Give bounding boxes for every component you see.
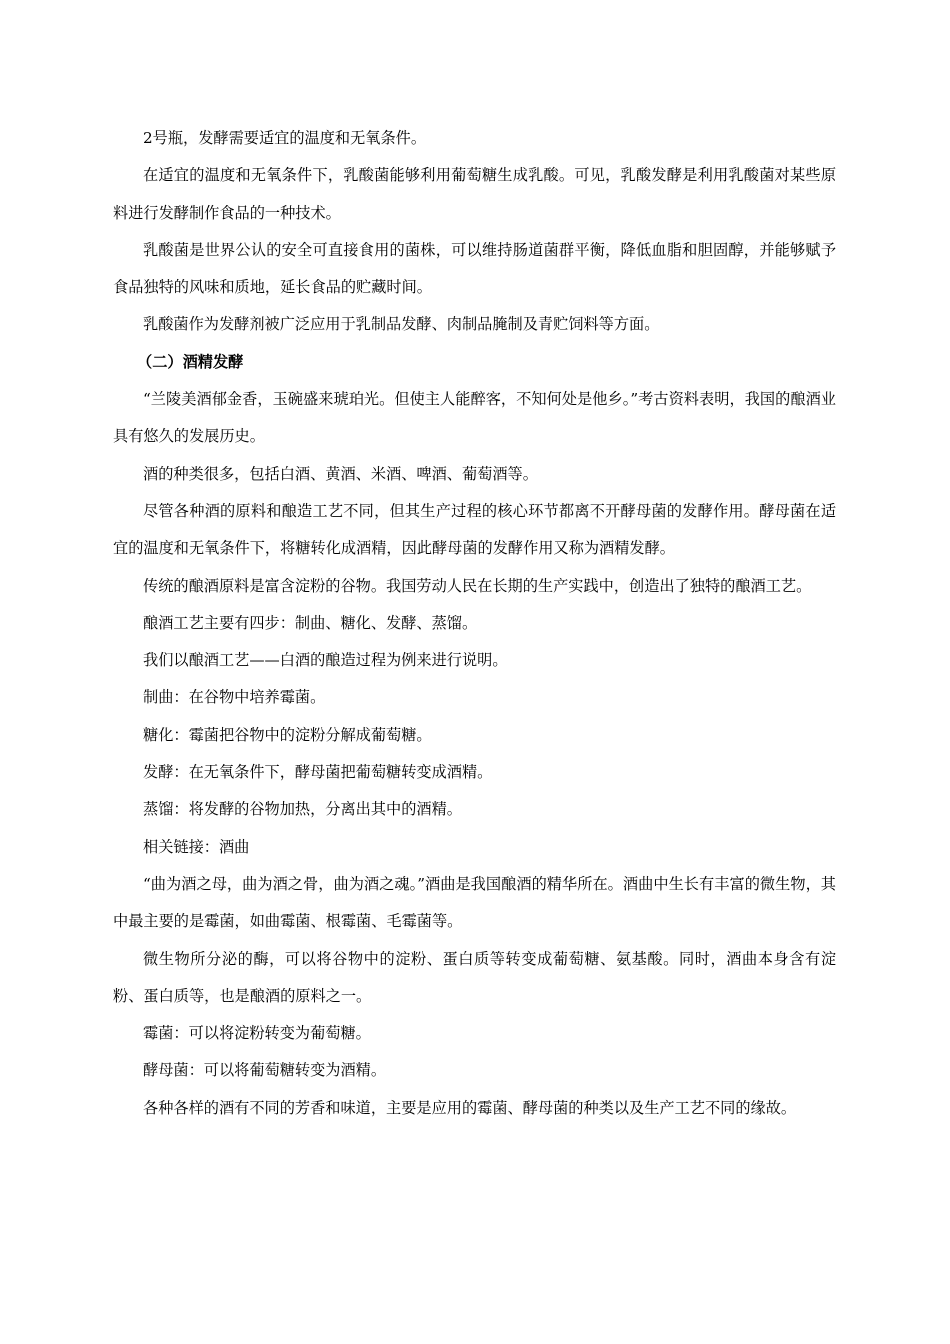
document-body — [113, 120, 836, 1127]
paragraph: 制曲：在谷物中培养霉菌。 — [143, 688, 326, 707]
paragraph: 尽管各种酒的原料和酿造工艺不同，但其生产过程的核心环节都离不开酵母菌的发酵作用。酵母菌在适宜的温度和无氧条件下，将糖转化成酒精，因此酵母菌的发酵作用又称为酒精发酵。 — [113, 501, 836, 558]
paragraph: 酒的种类很多，包括白酒、黄酒、米酒、啤酒、葡萄酒等。 — [143, 464, 538, 483]
paragraph: “兰陵美酒郁金香，玉碗盛来琥珀光。但使主人能醉客，不知何处是他乡。”考古资料表明，我国的酿酒业具有悠久的发展历史。 — [113, 390, 836, 446]
section-heading: （二）酒精发酵 — [137, 352, 244, 371]
paragraph: 2号瓶，发酵需要适宜的温度和无氧条件。 — [143, 129, 427, 147]
paragraph: 各种各样的酒有不同的芳香和味道，主要是应用的霉菌、酵母菌的种类以及生产工艺不同的缘故。 — [143, 1098, 797, 1117]
paragraph: 在适宜的温度和无氧条件下，乳酸菌能够利用葡萄糖生成乳酸。可见，乳酸发酵是利用乳酸菌对某些原料进行发酵制作食品的一种技术。 — [113, 166, 836, 222]
paragraph: 乳酸菌作为发酵剂被广泛应用于乳制品发酵、肉制品腌制及青贮饲料等方面。 — [143, 315, 660, 334]
paragraph: 发酵：在无氧条件下，酵母菌把葡萄糖转变成酒精。 — [143, 763, 493, 782]
paragraph: 微生物所分泌的酶，可以将谷物中的淀粉、蛋白质等转变成葡萄糖、氨基酸。同时，酒曲本身含有淀粉、蛋白质等，也是酿酒的原料之一。 — [113, 949, 836, 1005]
paragraph: 酿酒工艺主要有四步：制曲、糖化、发酵、蒸馏。 — [143, 613, 478, 632]
paragraph: 糖化：霉菌把谷物中的淀粉分解成葡萄糖。 — [143, 725, 432, 744]
paragraph: 相关链接：酒曲 — [143, 837, 250, 856]
paragraph: “曲为酒之母，曲为酒之骨，曲为酒之魂。”酒曲是我国酿酒的精华所在。酒曲中生长有丰富的微生物，其中最主要的是霉菌，如曲霉菌、根霉菌、毛霉菌等。 — [113, 874, 836, 931]
paragraph: 乳酸菌是世界公认的安全可直接食用的菌株，可以维持肠道菌群平衡，降低血脂和胆固醇，并能够赋予食品独特的风味和质地，延长食品的贮藏时间。 — [113, 240, 836, 297]
paragraph: 我们以酿酒工艺——白酒的酿造过程为例来进行说明。 — [143, 651, 508, 670]
paragraph: 霉菌：可以将淀粉转变为葡萄糖。 — [143, 1024, 371, 1043]
paragraph: 蒸馏：将发酵的谷物加热，分离出其中的酒精。 — [143, 800, 462, 819]
paragraph: 酵母菌：可以将葡萄糖转变为酒精。 — [143, 1061, 386, 1080]
paragraph: 传统的酿酒原料是富含淀粉的谷物。我国劳动人民在长期的生产实践中，创造出了独特的酿酒工艺。 — [143, 576, 812, 595]
